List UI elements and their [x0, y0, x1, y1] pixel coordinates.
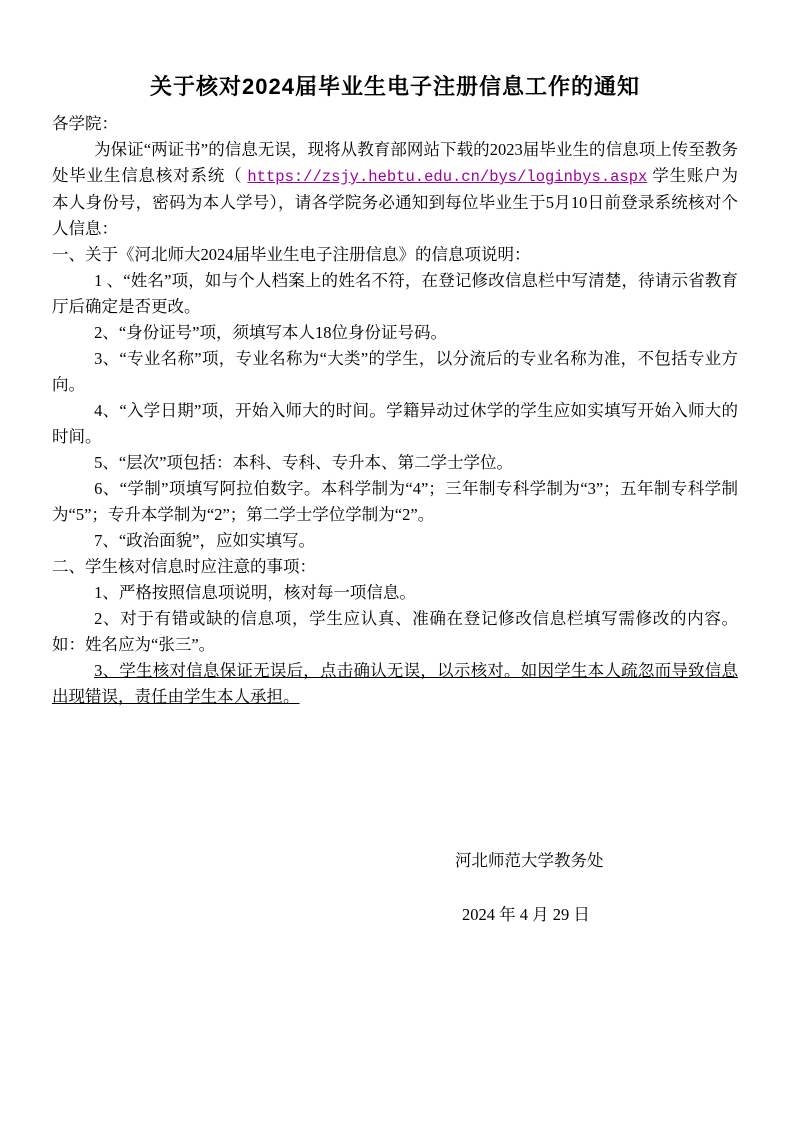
section1-item-1: 1 、“姓名”项，如与个人档案上的姓名不符，在登记修改信息栏中写清楚，待请示省教育厅后确定是否更改。: [52, 271, 738, 316]
section2-item-3-underlined: 3、学生核对信息保证无误后，点击确认无误，以示核对。如因学生本人疏忽而导致信息出现错误，责任由学生本人承担。: [52, 661, 738, 706]
signature-date: 2024 年 4 月 29 日: [462, 905, 590, 924]
signature-block: [52, 848, 738, 928]
section1-item-3: 3、“专业名称”项，专业名称为“大类”的学生，以分流后的专业名称为准，不包括专业方向。: [52, 349, 738, 394]
section1-item-5: 5、“层次”项包括：本科、专科、专升本、第二学士学位。: [94, 453, 513, 472]
intro-paragraph: [52, 137, 738, 242]
section1-item-6: 6、“学制”项填写阿拉伯数字。本科学制为“4”；三年制专科学制为“3”；五年制专科学制为“5”；专升本学制为“2”；第二学士学位学制为“2”。: [52, 479, 738, 524]
section2-heading: 二、学生核对信息时应注意的事项：: [52, 557, 316, 576]
section1-item-7: 7、“政治面貌”，应如实填写。: [94, 531, 315, 550]
intro-text-after-link: 学生账户为本人身份号，密码为本人学号），请各学院务必通知到每位毕业生于5月10日前登录系统核对个人信息：: [52, 166, 739, 238]
document-title: 关于核对2024届毕业生电子注册信息工作的通知: [150, 74, 640, 99]
login-system-link[interactable]: https://zsjy.hebtu.edu.cn/bys/loginbys.aspx: [247, 168, 648, 186]
section2-item-1: 1、严格按照信息项说明，核对每一项信息。: [94, 583, 416, 602]
intro-text-before-link: 为保证“两证书”的信息无误，现将从教育部网站下载的2023届毕业生的信息项上传至教务处毕业生信息核对系统（: [52, 140, 738, 185]
section1-heading: 一、关于《河北师大2024届毕业生电子注册信息》的信息项说明：: [52, 245, 531, 264]
section2-item-2: 2、对于有错或缺的信息项，学生应认真、准确在登记修改信息栏填写需修改的内容。如：姓名应为“张三”。: [52, 609, 738, 654]
section1-item-4: 4、“入学日期”项，开始入师大的时间。学籍异动过休学的学生应如实填写开始入师大的时间。: [52, 401, 738, 446]
section1-item-2: 2、“身份证号”项，须填写本人18位身份证号码。: [94, 323, 447, 342]
signature-department: 河北师范大学教务处: [455, 851, 604, 870]
salutation: 各学院：: [52, 114, 118, 133]
